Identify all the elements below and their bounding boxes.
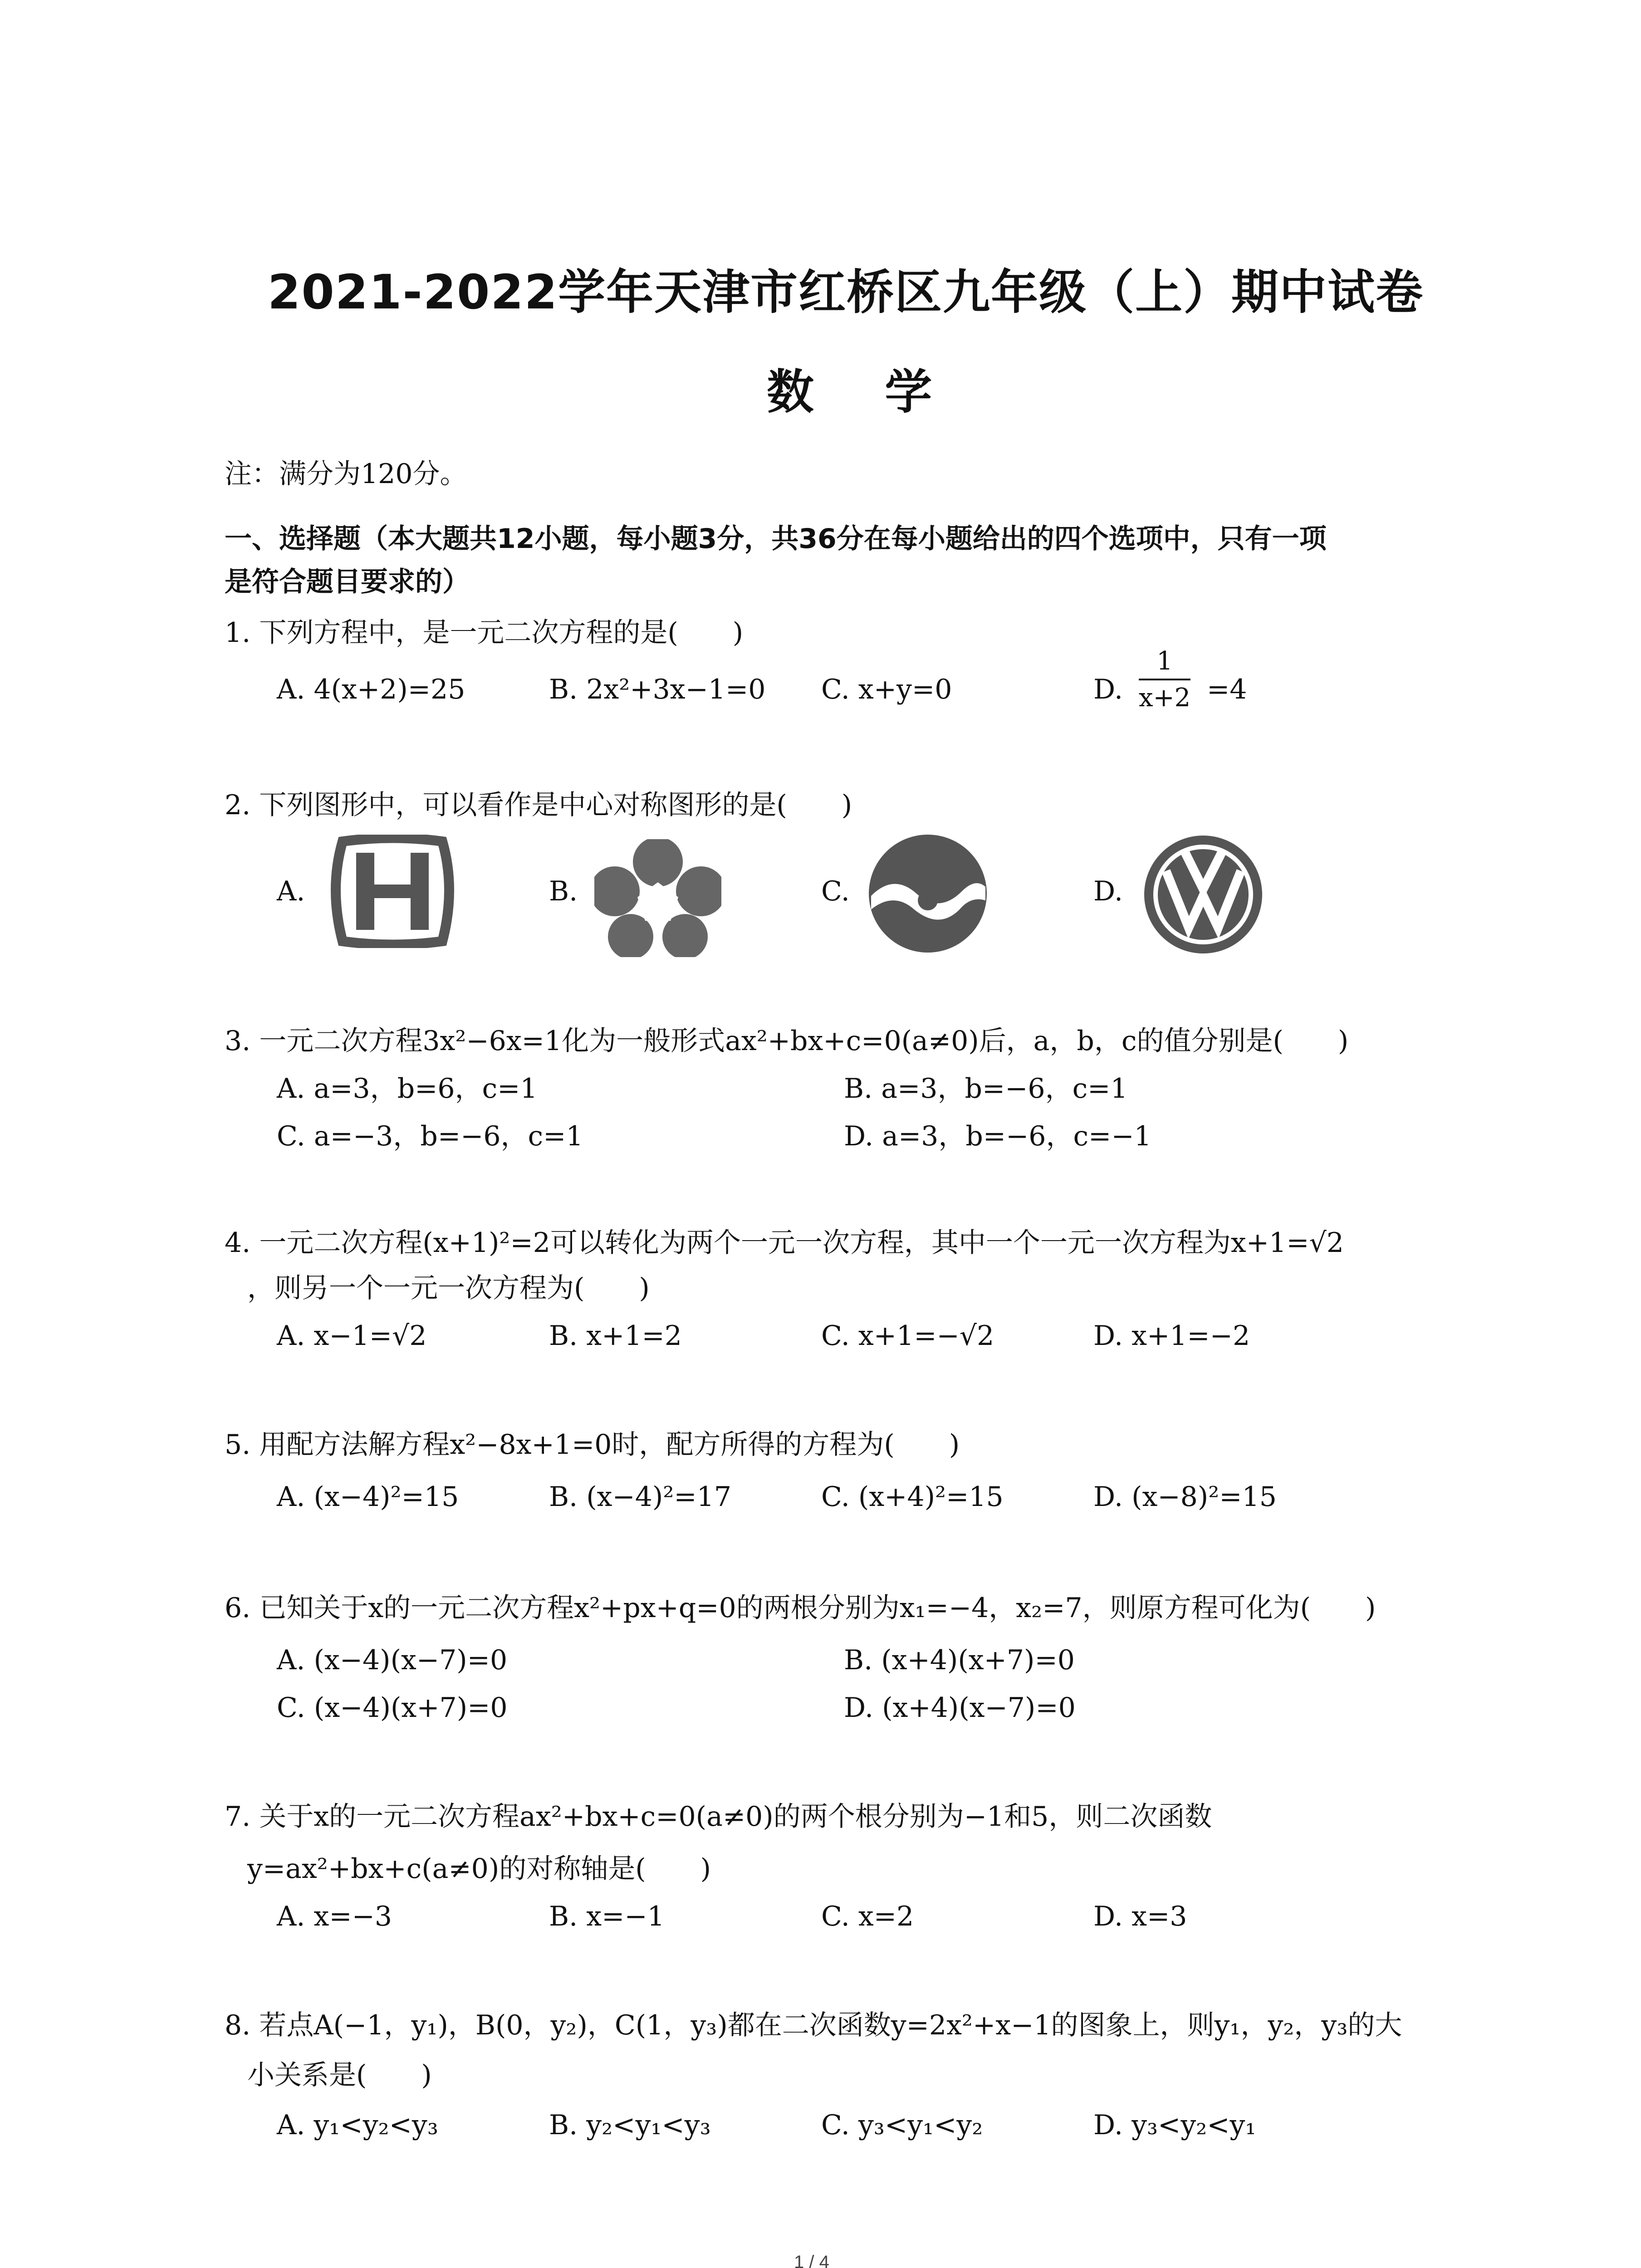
question-7-stem: 7. 关于x的一元二次方程ax²+bx+c=0(a≠0)的两个根分别为−1和5，则二次函数 — [225, 1801, 1212, 1833]
honda-logo-icon — [324, 835, 460, 948]
q5-option-b: B. (x−4)²=17 — [549, 1481, 732, 1513]
question-8-stem: 8. 若点A(−1，y₁)，B(0，y₂)，C(1，y₃)都在二次函数y=2x²+x−1的图象上，则y₁，y₂，y₃的大 — [225, 2009, 1402, 2041]
question-6-stem: 6. 已知关于x的一元二次方程x²+px+q=0的两根分别为x₁=−4，x₂=7，则原方程可化为( ) — [225, 1592, 1376, 1624]
q2-option-a: A. — [277, 875, 305, 907]
q7-option-d: D. x=3 — [1093, 1901, 1187, 1932]
question-5-stem: 5. 用配方法解方程x²−8x+1=0时，配方所得的方程为( ) — [225, 1429, 960, 1461]
subject-title: 数 学 — [767, 364, 960, 420]
q8-option-a: A. y₁<y₂<y₃ — [277, 2109, 438, 2141]
q3-option-d: D. a=3，b=−6，c=−1 — [844, 1120, 1151, 1152]
q7-option-c: C. x=2 — [821, 1901, 914, 1932]
q5-option-d: D. (x−8)²=15 — [1093, 1481, 1277, 1513]
q1-option-b: B. 2x²+3x−1=0 — [549, 674, 766, 705]
question-4-stem: 4. 一元二次方程(x+1)²=2可以转化为两个一元一次方程，其中一个一元一次方程为x+1=√2 — [225, 1227, 1344, 1259]
fraction-numerator: 1 — [1139, 646, 1190, 680]
section-heading-cont: 是符合题目要求的） — [225, 566, 470, 598]
q4-option-c: C. x+1=−√2 — [821, 1320, 994, 1352]
q5-option-a: A. (x−4)²=15 — [277, 1481, 459, 1513]
q7-option-b: B. x=−1 — [549, 1901, 665, 1932]
q8-option-c: C. y₃<y₁<y₂ — [821, 2109, 983, 2141]
q3-option-a: A. a=3，b=6，c=1 — [277, 1073, 538, 1105]
exam-title: 2021-2022学年天津市红桥区九年级（上）期中试卷 — [268, 264, 1424, 320]
section-heading: 一、选择题（本大题共12小题，每小题3分，共36分在每小题给出的四个选项中，只有一项 — [225, 523, 1327, 555]
q3-option-c: C. a=−3，b=−6，c=1 — [277, 1120, 583, 1152]
q3-option-b: B. a=3，b=−6，c=1 — [844, 1073, 1128, 1105]
q4-option-a: A. x−1=√2 — [277, 1320, 427, 1352]
vw-logo-icon — [1141, 832, 1266, 957]
q1-option-d-fraction — [1139, 646, 1190, 713]
page-number: 1 / 4 — [794, 2252, 829, 2268]
question-7-stem-cont: y=ax²+bx+c(a≠0)的对称轴是( ) — [247, 1853, 711, 1885]
question-8-stem-cont: 小关系是( ) — [247, 2059, 432, 2091]
q4-option-d: D. x+1=−2 — [1093, 1320, 1250, 1352]
q6-option-c: C. (x−4)(x+7)=0 — [277, 1692, 508, 1724]
question-2-stem: 2. 下列图形中，可以看作是中心对称图形的是( ) — [225, 789, 852, 821]
q5-option-c: C. (x+4)²=15 — [821, 1481, 1004, 1513]
q1-option-d-suffix: =4 — [1207, 674, 1247, 705]
question-4-stem-cont: ，则另一个一元一次方程为( ) — [247, 1272, 650, 1304]
swirl-logo-icon — [867, 832, 989, 955]
fraction-denominator: x+2 — [1139, 683, 1191, 713]
q1-option-d: D. — [1093, 674, 1123, 705]
q2-option-d: D. — [1093, 875, 1123, 907]
question-1-stem: 1. 下列方程中，是一元二次方程的是( ) — [225, 617, 744, 649]
q2-option-c: C. — [821, 875, 850, 907]
flower-logo-icon — [594, 839, 721, 957]
q6-option-b: B. (x+4)(x+7)=0 — [844, 1644, 1075, 1676]
q4-option-b: B. x+1=2 — [549, 1320, 682, 1352]
q6-option-d: D. (x+4)(x−7)=0 — [844, 1692, 1076, 1724]
q2-option-b: B. — [549, 875, 578, 907]
score-note: 注：满分为120分。 — [225, 458, 467, 490]
q1-option-a: A. 4(x+2)=25 — [277, 674, 465, 705]
question-3-stem: 3. 一元二次方程3x²−6x=1化为一般形式ax²+bx+c=0(a≠0)后，a，b，c的值分别是( ) — [225, 1025, 1349, 1057]
q8-option-d: D. y₃<y₂<y₁ — [1093, 2109, 1256, 2141]
q1-option-c: C. x+y=0 — [821, 674, 952, 705]
q8-option-b: B. y₂<y₁<y₃ — [549, 2109, 711, 2141]
q7-option-a: A. x=−3 — [277, 1901, 392, 1932]
q6-option-a: A. (x−4)(x−7)=0 — [277, 1644, 508, 1676]
